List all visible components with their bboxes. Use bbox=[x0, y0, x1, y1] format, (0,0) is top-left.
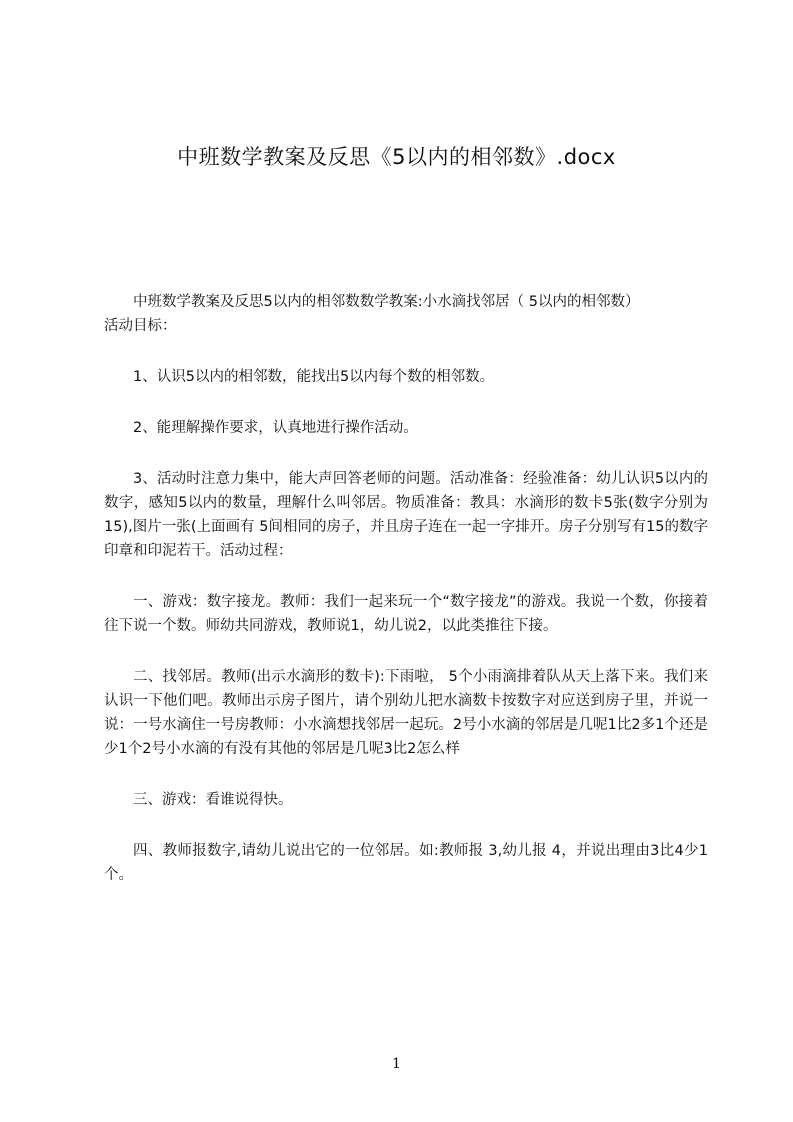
objectives-heading: 活动目标： bbox=[104, 318, 177, 334]
activity-step-2: 二、找邻居。教师(出示水滴形的数卡):下雨啦， 5个小雨滴排着队从天上落下来。我们来认识一下他们吧。教师出示房子图片，请个别幼儿把水滴数卡按数字对应送到房子里，并说一说：一号水滴住一号房教师：小水滴想找邻居一起玩。2号小水滴的邻居是几呢1比2多1个还是少1个2号小水滴的有没有其他的邻居是几呢3比2怎么样 bbox=[104, 669, 708, 757]
intro-paragraph: 中班数学教案及反思5以内的相邻数数学教案:小水滴找邻居（ 5以内的相邻数） bbox=[133, 294, 640, 310]
activity-step-4: 四、教师报数字,请幼儿说出它的一位邻居。如:教师报 3,幼儿报 4，并说出理由3比4少1个。 bbox=[104, 843, 708, 883]
document-title: 中班数学教案及反思《5以内的相邻数》.docx bbox=[177, 145, 616, 169]
objective-3-and-preparation: 3、活动时注意力集中，能大声回答老师的问题。活动准备：经验准备：幼儿认识5以内的数字，感知5以内的数量，理解什么叫邻居。物质准备：教具：水滴形的数卡5张(数字分别为 15),图片一张(上面画有 5间相同的房子，并且房子连在一起一字排开。房子分别写有15的数字印章和印泥若干。活动过程： bbox=[104, 471, 708, 559]
objective-2: 2、能理解操作要求，认真地进行操作活动。 bbox=[133, 420, 418, 436]
activity-step-3: 三、游戏：看谁说得快。 bbox=[133, 792, 293, 808]
activity-step-1: 一、游戏：数字接龙。教师：我们一起来玩一个“数字接龙”的游戏。我说一个数，你接着往下说一个数。师幼共同游戏，教师说1，幼儿说2，以此类推往下接。 bbox=[104, 594, 708, 634]
objective-1: 1、认识5以内的相邻数，能找出5以内每个数的相邻数。 bbox=[133, 369, 495, 385]
page-number: 1 bbox=[392, 1056, 401, 1072]
document-body bbox=[104, 290, 708, 887]
